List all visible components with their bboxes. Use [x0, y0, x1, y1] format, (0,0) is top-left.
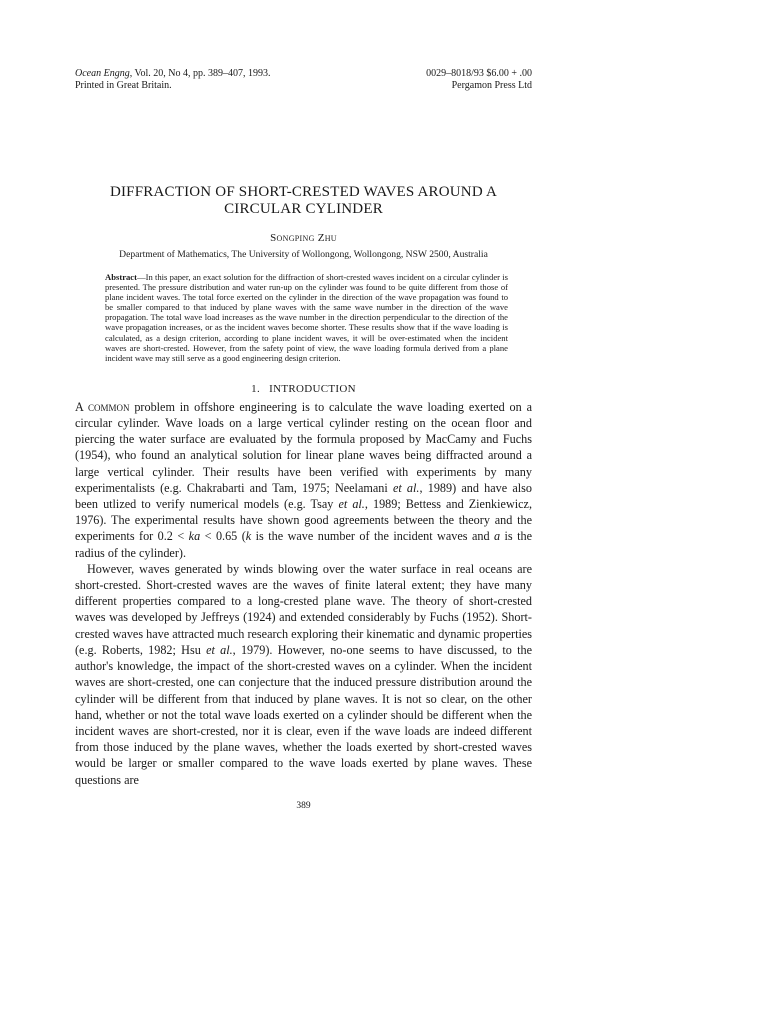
- text-run: , 1989; Bettess and Zienkiewicz, 1976). The experimental results have shown good agreements between the theory and the experiments for 0.2 <: [75, 497, 532, 544]
- printed-line: Printed in Great Britain.: [75, 80, 172, 91]
- title-line-2: CIRCULAR CYLINDER: [224, 201, 383, 217]
- text-run: is the radius of the cylinder).: [75, 529, 532, 560]
- abstract-text: —In this paper, an exact solution for the diffraction of short-crested waves incident on a circular cylinder is presented. The pressure distribution and water run-up on the cylinder was found to be quite different from those of plane incident waves. The total force exerted on the cylinder in the direction of the wave propagation was found to be smaller compared to that induced by plane waves with the same wave number in the direction of the wave propagation. The total wave load increases as the wave number in the direction perpendicular to the direction of the wave propagation increases, or as the incident waves become shorter. These results show that if the wave loading is calculated, as a design criterion, according to plane incident waves, it will be over-estimated when the incident waves are short-crested. However, from the safety point of view, the wave loading formula derived from a plane incident wave may still serve as a good engineering design criterion.: [105, 272, 508, 363]
- introduction-body: [75, 399, 532, 788]
- math-ka: ka: [188, 529, 201, 544]
- lead-in: A common: [75, 399, 130, 414]
- text-run: , 1989) and have also been utlized to verify numerical models (e.g. Tsay: [75, 480, 532, 512]
- header-right: [426, 68, 532, 92]
- price-code: 0029–8018/93 $6.00 + .00: [426, 68, 532, 79]
- title-line-1: DIFFRACTION OF SHORT-CRESTED WAVES AROUND A: [109, 184, 498, 200]
- text-run: problem in offshore engineering is to calculate the wave loading exerted on a circular cylinder. Wave loads on a large vertical cylinder resting on the ocean floor and piercing the water surface are evaluated by the formula proposed by MacCamy and Fuchs (1954), who found an analytical solution for linear plane waves being diffracted around a large vertical cylinder. Their results have been verified with experiments by many experimentalists (e.g. Chakrabarti and Tam, 1975; Neelamani: [75, 399, 532, 495]
- journal-name: Ocean Engng: [75, 68, 130, 79]
- running-header: [75, 68, 532, 92]
- math-k: k: [245, 529, 252, 544]
- section-title: INTRODUCTION: [269, 382, 356, 395]
- abstract-label: Abstract: [105, 272, 137, 282]
- intro-paragraph-1: [75, 399, 532, 561]
- page-number: 389: [296, 800, 311, 811]
- et-al: et al.: [206, 642, 233, 657]
- text-run: < 0.65 (: [200, 529, 246, 544]
- abstract: [105, 272, 508, 363]
- publisher: Pergamon Press Ltd: [451, 80, 532, 91]
- author-name: Songping Zhu: [270, 232, 337, 244]
- et-al: et al.: [338, 497, 365, 512]
- et-al: et al.: [392, 480, 420, 495]
- section-number: 1.: [251, 382, 260, 395]
- paper-title: [75, 184, 532, 218]
- citation-line: [75, 68, 270, 80]
- header-left: [75, 68, 270, 92]
- citation-details: , Vol. 20, No 4, pp. 389–407, 1993.: [129, 68, 271, 79]
- text-run: However, waves generated by winds blowing over the water surface in real oceans are short-crested. Short-crested waves are the waves of finite lateral extent; they have many different properties compared to a long-crested plane wave. The theory of short-crested waves was developed by Jeffreys (1924) and extended considerably by Fuchs (1952). Short-crested waves have attracted much research exploring their kinematic and dynamic properties (e.g. Roberts, 1982; Hsu: [75, 561, 532, 657]
- intro-paragraph-2: [75, 561, 532, 788]
- math-a: a: [493, 529, 501, 544]
- section-heading: [75, 383, 532, 396]
- paper-page: [75, 68, 532, 812]
- author-affiliation: Department of Mathematics, The University of Wollongong, Wollongong, NSW 2500, Australia: [119, 249, 488, 260]
- text-run: , 1979). However, no-one seems to have discussed, to the author's knowledge, the impact of the short-crested waves on a cylinder. When the incident waves are short-crested, one can conjecture that the induced pressure distribution around the cylinder will be different from that induced by plane waves. It is not so clear, on the other hand, whether or not the total wave loads exerted on a cylinder should be different when the incident waves are short-crested, nor it is clear, even if the wave loads are indeed different from those induced by the plane waves, whether the loads exerted by short-crested waves would be larger or smaller compared to the wave loads exerted by plane waves. These questions are: [75, 642, 533, 787]
- text-run: is the wave number of the incident waves and: [251, 529, 494, 544]
